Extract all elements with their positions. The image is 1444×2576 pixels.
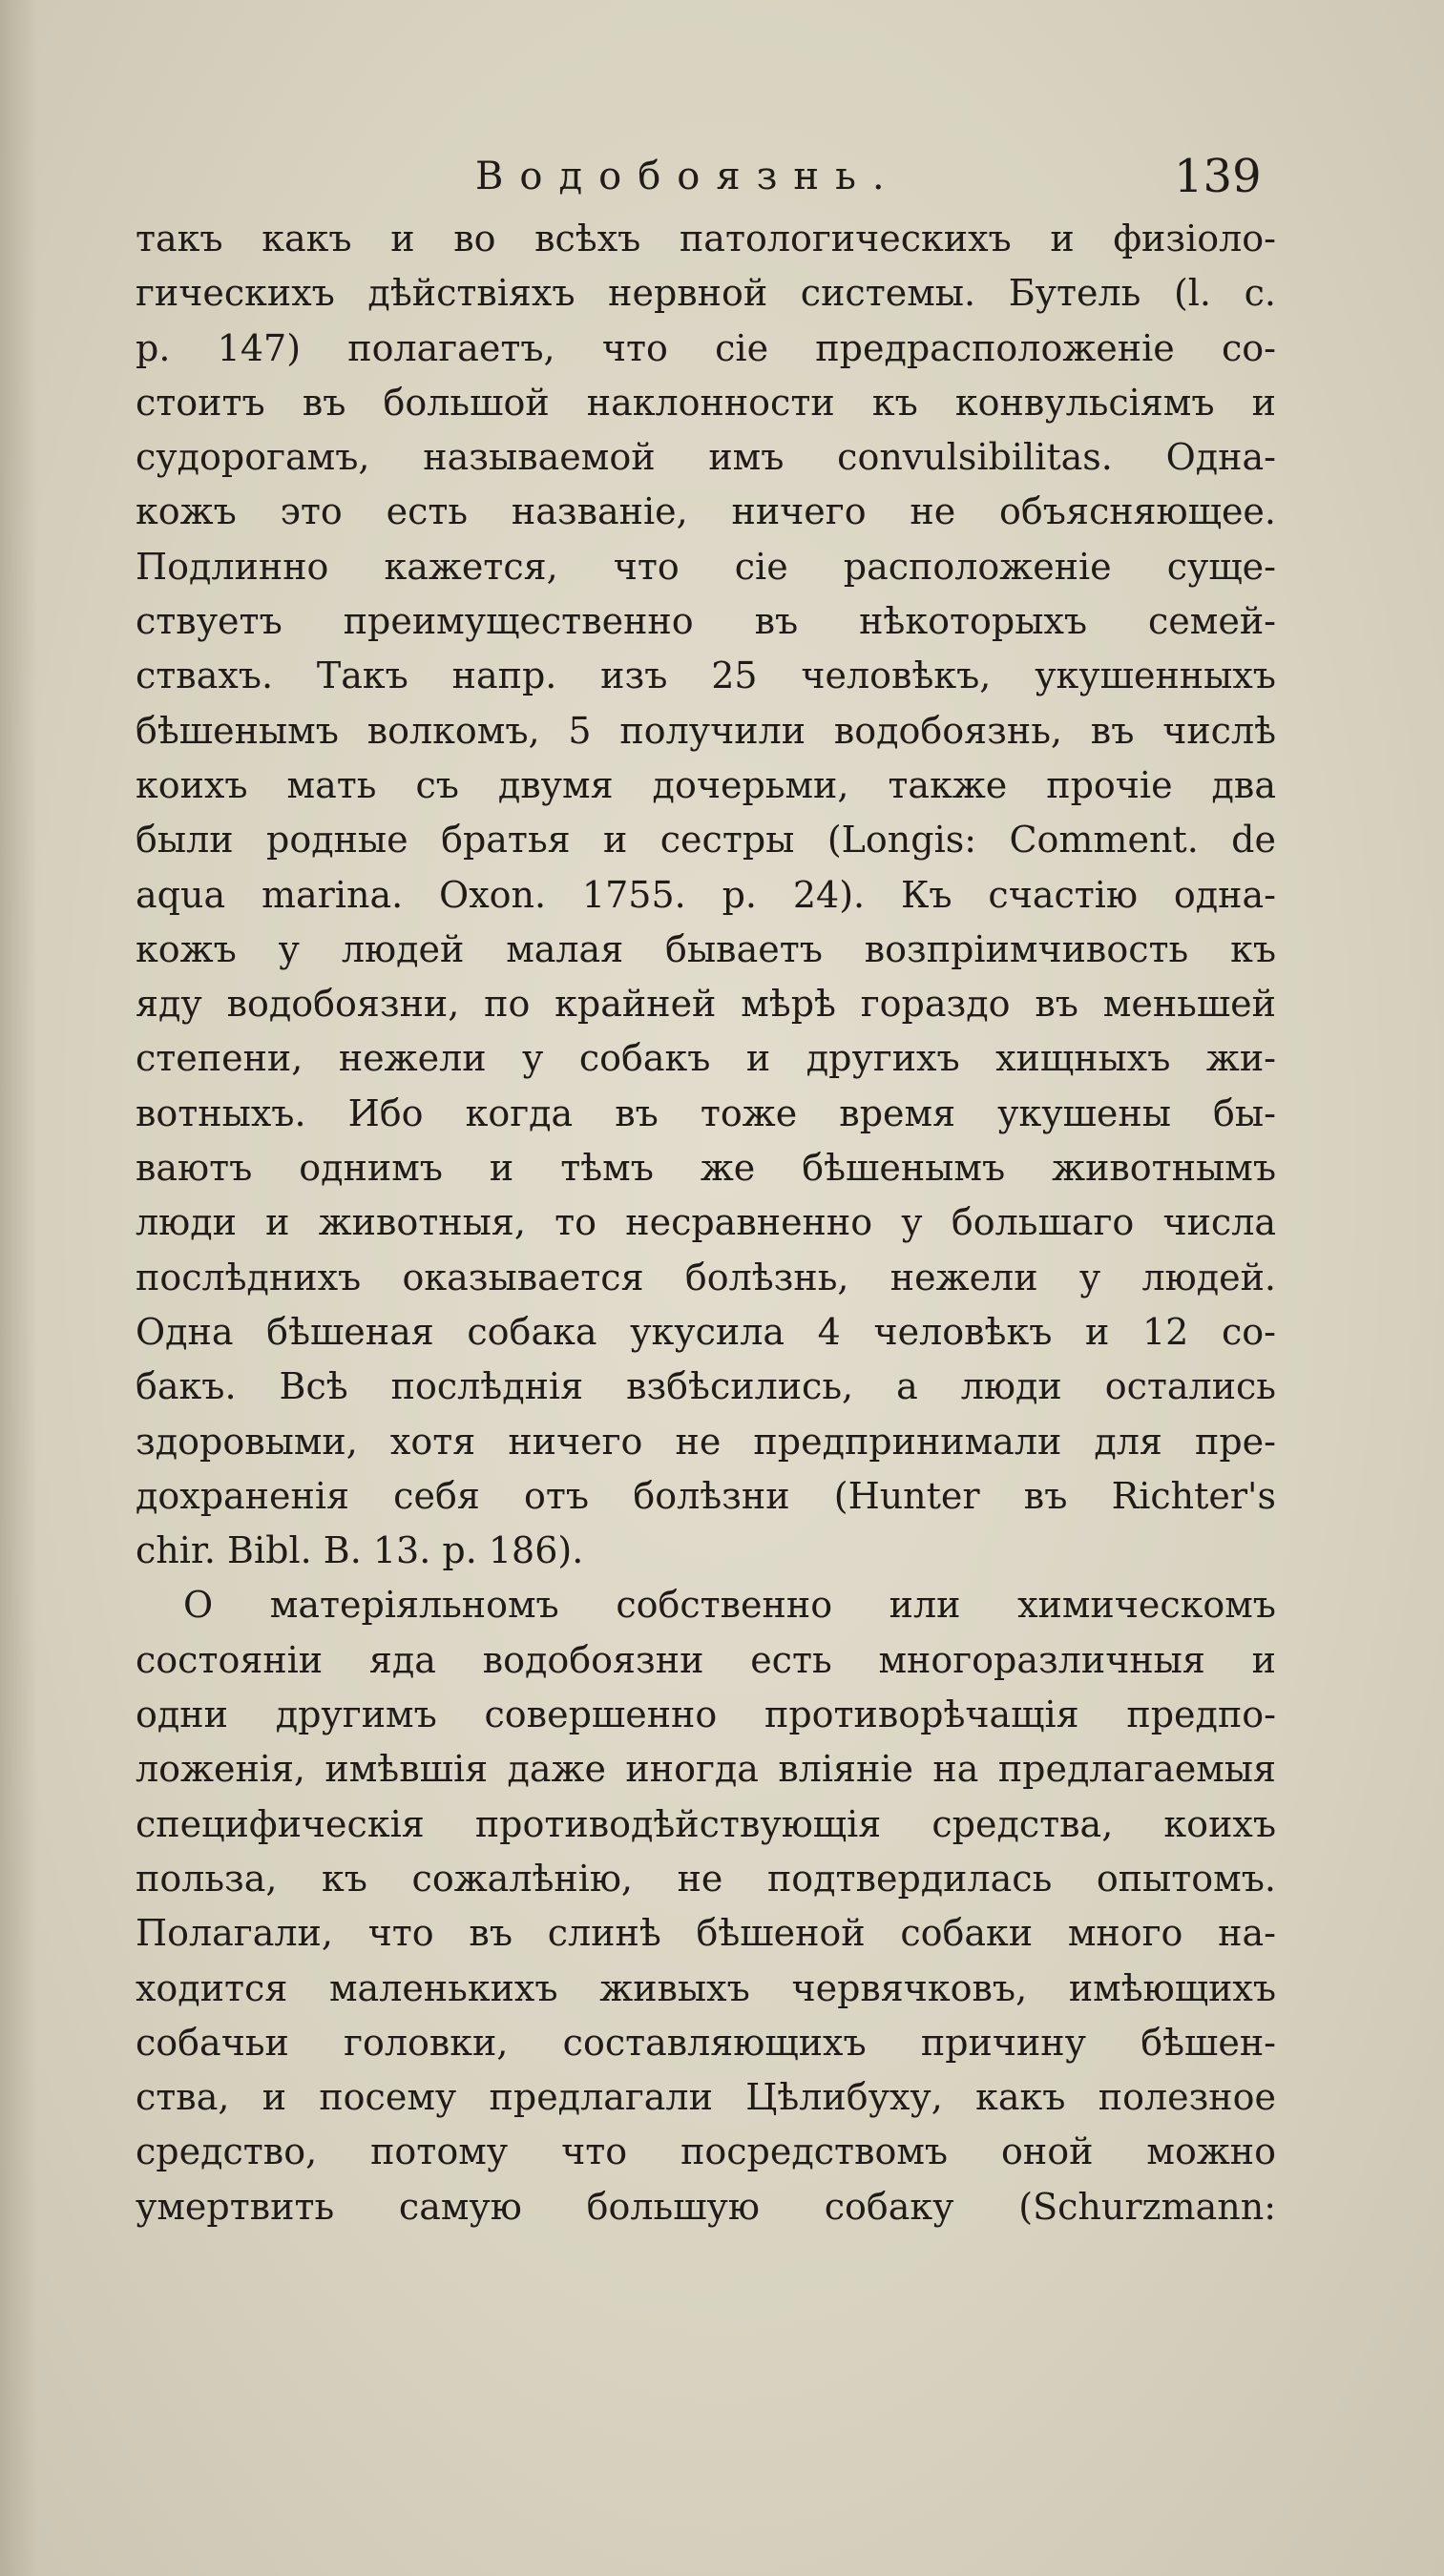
text-line: специфическія противодѣйствующія средства, коихъ [136,1802,1276,1845]
text-line: послѣднихъ оказывается болѣзнь, нежели у людей. [136,1256,1276,1298]
text-line: состояніи яда водобоязни есть многоразличныя и [136,1638,1276,1681]
text-line: собачьи головки, составляющихъ причину бѣшен- [136,2021,1276,2064]
text-line: бѣшенымъ волкомъ, 5 получили водобоязнь, въ числѣ [136,709,1276,752]
text-line: судорогамъ, называемой имъ convulsibilitas. Одна- [136,436,1276,479]
text-line: гическихъ дѣйствіяхъ нервной системы. Бутель (l. c. [136,272,1276,315]
text-line: ваютъ однимъ и тѣмъ же бѣшенымъ животнымъ [136,1147,1276,1190]
text-line: ходится маленькихъ живыхъ червячковъ, имѣющихъ [136,1966,1276,2009]
text-line: польза, къ сожалѣнію, не подтвердилась опытомъ. [136,1857,1276,1900]
text-line: Одна бѣшеная собака укусила 4 человѣкъ и 12 со- [136,1310,1276,1353]
paragraph-start-line: О матеріяльномъ собственно или химическомъ [183,1584,1276,1627]
page-header [0,143,1444,210]
text-line: aqua marina. Oxon. 1755. p. 24). Къ счастію одна- [136,873,1276,916]
paragraph-end-line: chir. Bibl. B. 13. p. 186). [136,1529,584,1572]
text-line: степени, нежели у собакъ и другихъ хищныхъ жи- [136,1037,1276,1080]
text-line: люди и животныя, то несравненно у большаго числа [136,1201,1276,1244]
text-line: дохраненія себя отъ болѣзни (Hunter въ Richter's [136,1474,1276,1517]
text-line: одни другимъ совершенно противорѣчащія предпо- [136,1693,1276,1736]
text-line: ства, и посему предлагали Цѣлибуху, какъ полезное [136,2076,1276,2119]
text-line: были родные братья и сестры (Longis: Comment. de [136,819,1276,862]
text-line: бакъ. Всѣ послѣднія взбѣсились, а люди остались [136,1365,1276,1408]
text-line: такъ какъ и во всѣхъ патологическихъ и физіоло- [136,218,1276,260]
text-line: Полагали, что въ слинѣ бѣшеной собаки много на- [136,1912,1276,1955]
text-line: коихъ мать съ двумя дочерьми, также прочіе два [136,763,1276,806]
text-line: кожъ у людей малая бываетъ возпріимчивость къ [136,927,1276,970]
text-line: умертвить самую большую собаку (Schurzmann: [136,2185,1276,2228]
text-line: кожъ это есть названіе, ничего не объясняющее. [136,490,1276,533]
text-line: ствахъ. Такъ напр. изъ 25 человѣкъ, укушенныхъ [136,654,1276,697]
text-line: средство, потому что посредствомъ оной можно [136,2130,1276,2173]
text-line: p. 147) полагаетъ, что сіе предрасположеніе со- [136,326,1276,369]
text-line: яду водобоязни, по крайней мѣрѣ гораздо въ меньшей [136,983,1276,1026]
page-gutter-shadow [0,0,38,2576]
text-line: ствуетъ преимущественно въ нѣкоторыхъ семей- [136,600,1276,643]
text-line: стоитъ въ большой наклонности къ конвульсіямъ и [136,381,1276,424]
running-title: Водобоязнь. [475,155,901,198]
text-line: ложенія, имѣвшія даже иногда вліяніе на предлагаемыя [136,1748,1276,1791]
text-line: Подлинно кажется, что сіе расположеніе суще- [136,545,1276,588]
page-number: 139 [1174,150,1262,203]
text-line: вотныхъ. Ибо когда въ тоже время укушены бы- [136,1091,1276,1134]
body-text [136,212,1276,2234]
text-line: здоровыми, хотя ничего не предпринимали для пре- [136,1420,1276,1463]
